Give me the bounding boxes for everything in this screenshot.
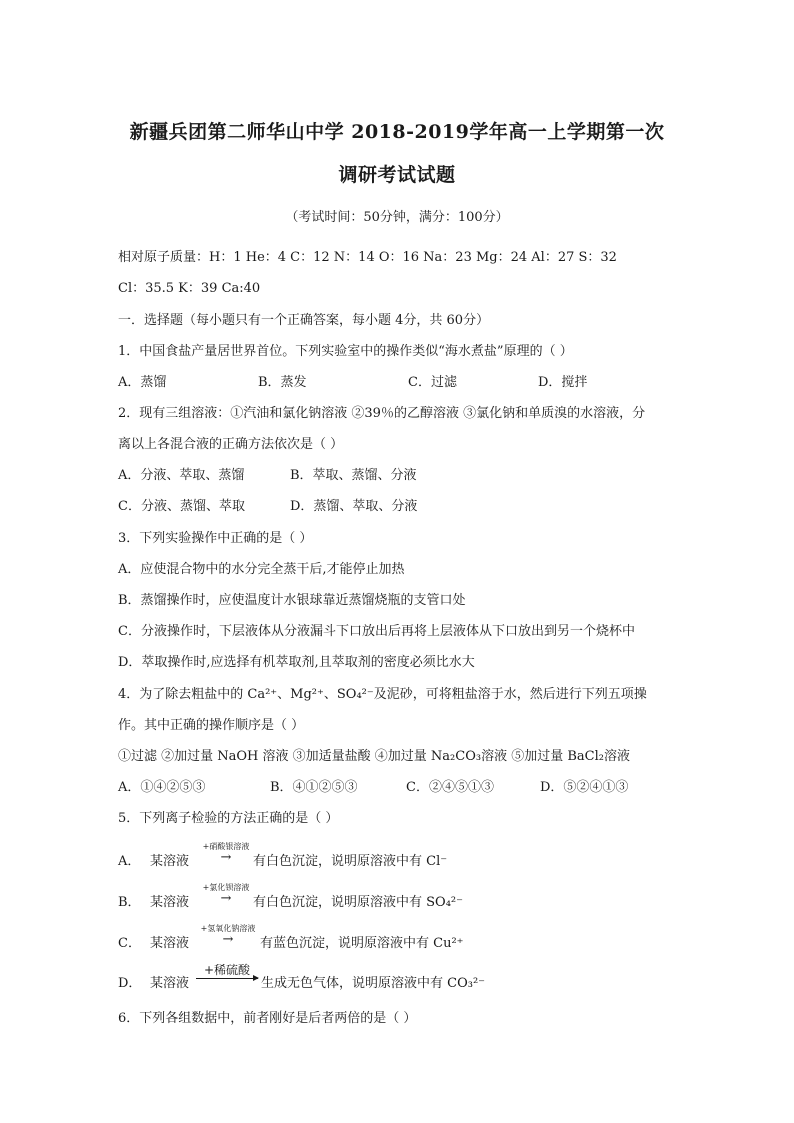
q5-option-a-reagent: +硝酸银溶液 <box>202 842 250 851</box>
q1-option-b: B．蒸发 <box>258 375 307 390</box>
atomic-mass-line1: 相对原子质量：H：1 He：4 C：12 N：14 O：16 Na：23 Mg：24 Al：27 S：32 <box>118 250 617 265</box>
q3-option-a: A．应使混合物中的水分完全蒸干后,才能停止加热 <box>118 562 405 577</box>
q3-option-c: C．分液操作时，下层液体从分液漏斗下口放出后再将上层液体从下口放出到另一个烧杯中 <box>118 624 635 639</box>
q5-option-b-subject: 某溶液 <box>150 895 190 910</box>
q2-option-c: C．分液、蒸馏、萃取 <box>118 499 245 514</box>
q5-option-c-arrow <box>196 924 260 947</box>
q3-stem: 3．下列实验操作中正确的是（ ） <box>118 531 313 546</box>
q2-stem-line1: 2．现有三组溶液：①汽油和氯化钠溶液 ②39％的乙醇溶液 ③氯化钠和单质溴的水溶液，分 <box>118 406 646 421</box>
q4-stem-line2: 作。其中正确的操作顺序是（ ） <box>118 718 305 733</box>
q5-option-d-reagent: +稀硫酸 <box>203 963 251 977</box>
q1-option-c: C．过滤 <box>408 375 457 390</box>
q2-option-d: D．蒸馏、萃取、分液 <box>290 499 418 514</box>
q4-stem-line1: 4．为了除去粗盐中的 Ca²⁺、Mg²⁺、SO₄²⁻及泥砂，可将粗盐溶于水，然后进行下列五项操 <box>118 687 647 702</box>
q4-option-b: B．④①②⑤③ <box>270 780 358 795</box>
q5-option-c-reagent: +氢氧化钠溶液 <box>200 924 256 933</box>
q5-option-c-letter: C． <box>118 936 141 951</box>
q4-option-c: C．②④⑤①③ <box>406 780 494 795</box>
q5-option-d-result: 生成无色气体，说明原溶液中有 CO₃²⁻ <box>261 976 486 991</box>
q5-option-a-result: 有白色沉淀，说明原溶液中有 Cl⁻ <box>253 854 448 869</box>
q5-option-d-letter: D． <box>118 976 142 991</box>
q5-stem: 5．下列离子检验的方法正确的是（ ） <box>118 811 339 826</box>
q5-option-a-letter: A． <box>118 854 141 869</box>
q5-option-c-subject: 某溶液 <box>150 936 190 951</box>
exam-title-line2: 调研考试试题 <box>338 164 456 186</box>
right-arrow-icon: → <box>220 891 232 906</box>
q3-option-d: D．萃取操作时,应选择有机萃取剂,且萃取剂的密度必须比水大 <box>118 655 475 670</box>
exam-info: （考试时间：50分钟，满分：100分） <box>285 210 509 225</box>
q5-option-d-arrow <box>196 964 258 979</box>
q4-option-d: D．⑤②④①③ <box>540 780 629 795</box>
q4-steps: ①过滤 ②加过量 NaOH 溶液 ③加适量盐酸 ④加过量 Na₂CO₃溶液 ⑤加过量 BaCl₂溶液 <box>118 749 630 764</box>
q1-stem: 1．中国食盐产量居世界首位。下列实验室中的操作类似“海水煮盐”原理的（ ） <box>118 344 573 359</box>
q5-option-c-result: 有蓝色沉淀，说明原溶液中有 Cu²⁺ <box>260 936 464 951</box>
q2-stem-line2: 离以上各混合液的正确方法依次是（ ） <box>118 437 344 452</box>
q4-option-a: A．①④②⑤③ <box>118 780 206 795</box>
atomic-mass-line2: Cl：35.5 K：39 Ca:40 <box>118 281 261 296</box>
exam-title-line1: 新疆兵团第二师华山中学 2018-2019学年高一上学期第一次 <box>129 121 665 143</box>
q1-option-a: A．蒸馏 <box>118 375 167 390</box>
q3-option-b: B．蒸馏操作时，应使温度计水银球靠近蒸馏烧瓶的支管口处 <box>118 593 466 608</box>
right-arrow-icon: → <box>220 850 232 865</box>
q5-option-a-subject: 某溶液 <box>150 854 190 869</box>
right-arrow-icon: → <box>222 932 234 947</box>
section-heading: 一．选择题（每小题只有一个正确答案，每小题 4分，共 60分） <box>118 313 490 328</box>
q5-option-b-letter: B． <box>118 895 141 910</box>
q5-option-b-arrow <box>196 883 256 906</box>
q5-option-a-arrow <box>196 842 256 865</box>
q2-option-a: A．分液、萃取、蒸馏 <box>118 468 245 483</box>
q5-option-b-reagent: +氯化钡溶液 <box>202 883 250 892</box>
q1-option-d: D．搅拌 <box>538 375 588 390</box>
q5-option-b-result: 有白色沉淀，说明原溶液中有 SO₄²⁻ <box>253 895 463 910</box>
q2-option-b: B．萃取、蒸馏、分液 <box>290 468 417 483</box>
long-arrow-icon <box>196 978 258 979</box>
q6-stem: 6．下列各组数据中，前者刚好是后者两倍的是（ ） <box>118 1011 417 1026</box>
q5-option-d-subject: 某溶液 <box>150 976 190 991</box>
